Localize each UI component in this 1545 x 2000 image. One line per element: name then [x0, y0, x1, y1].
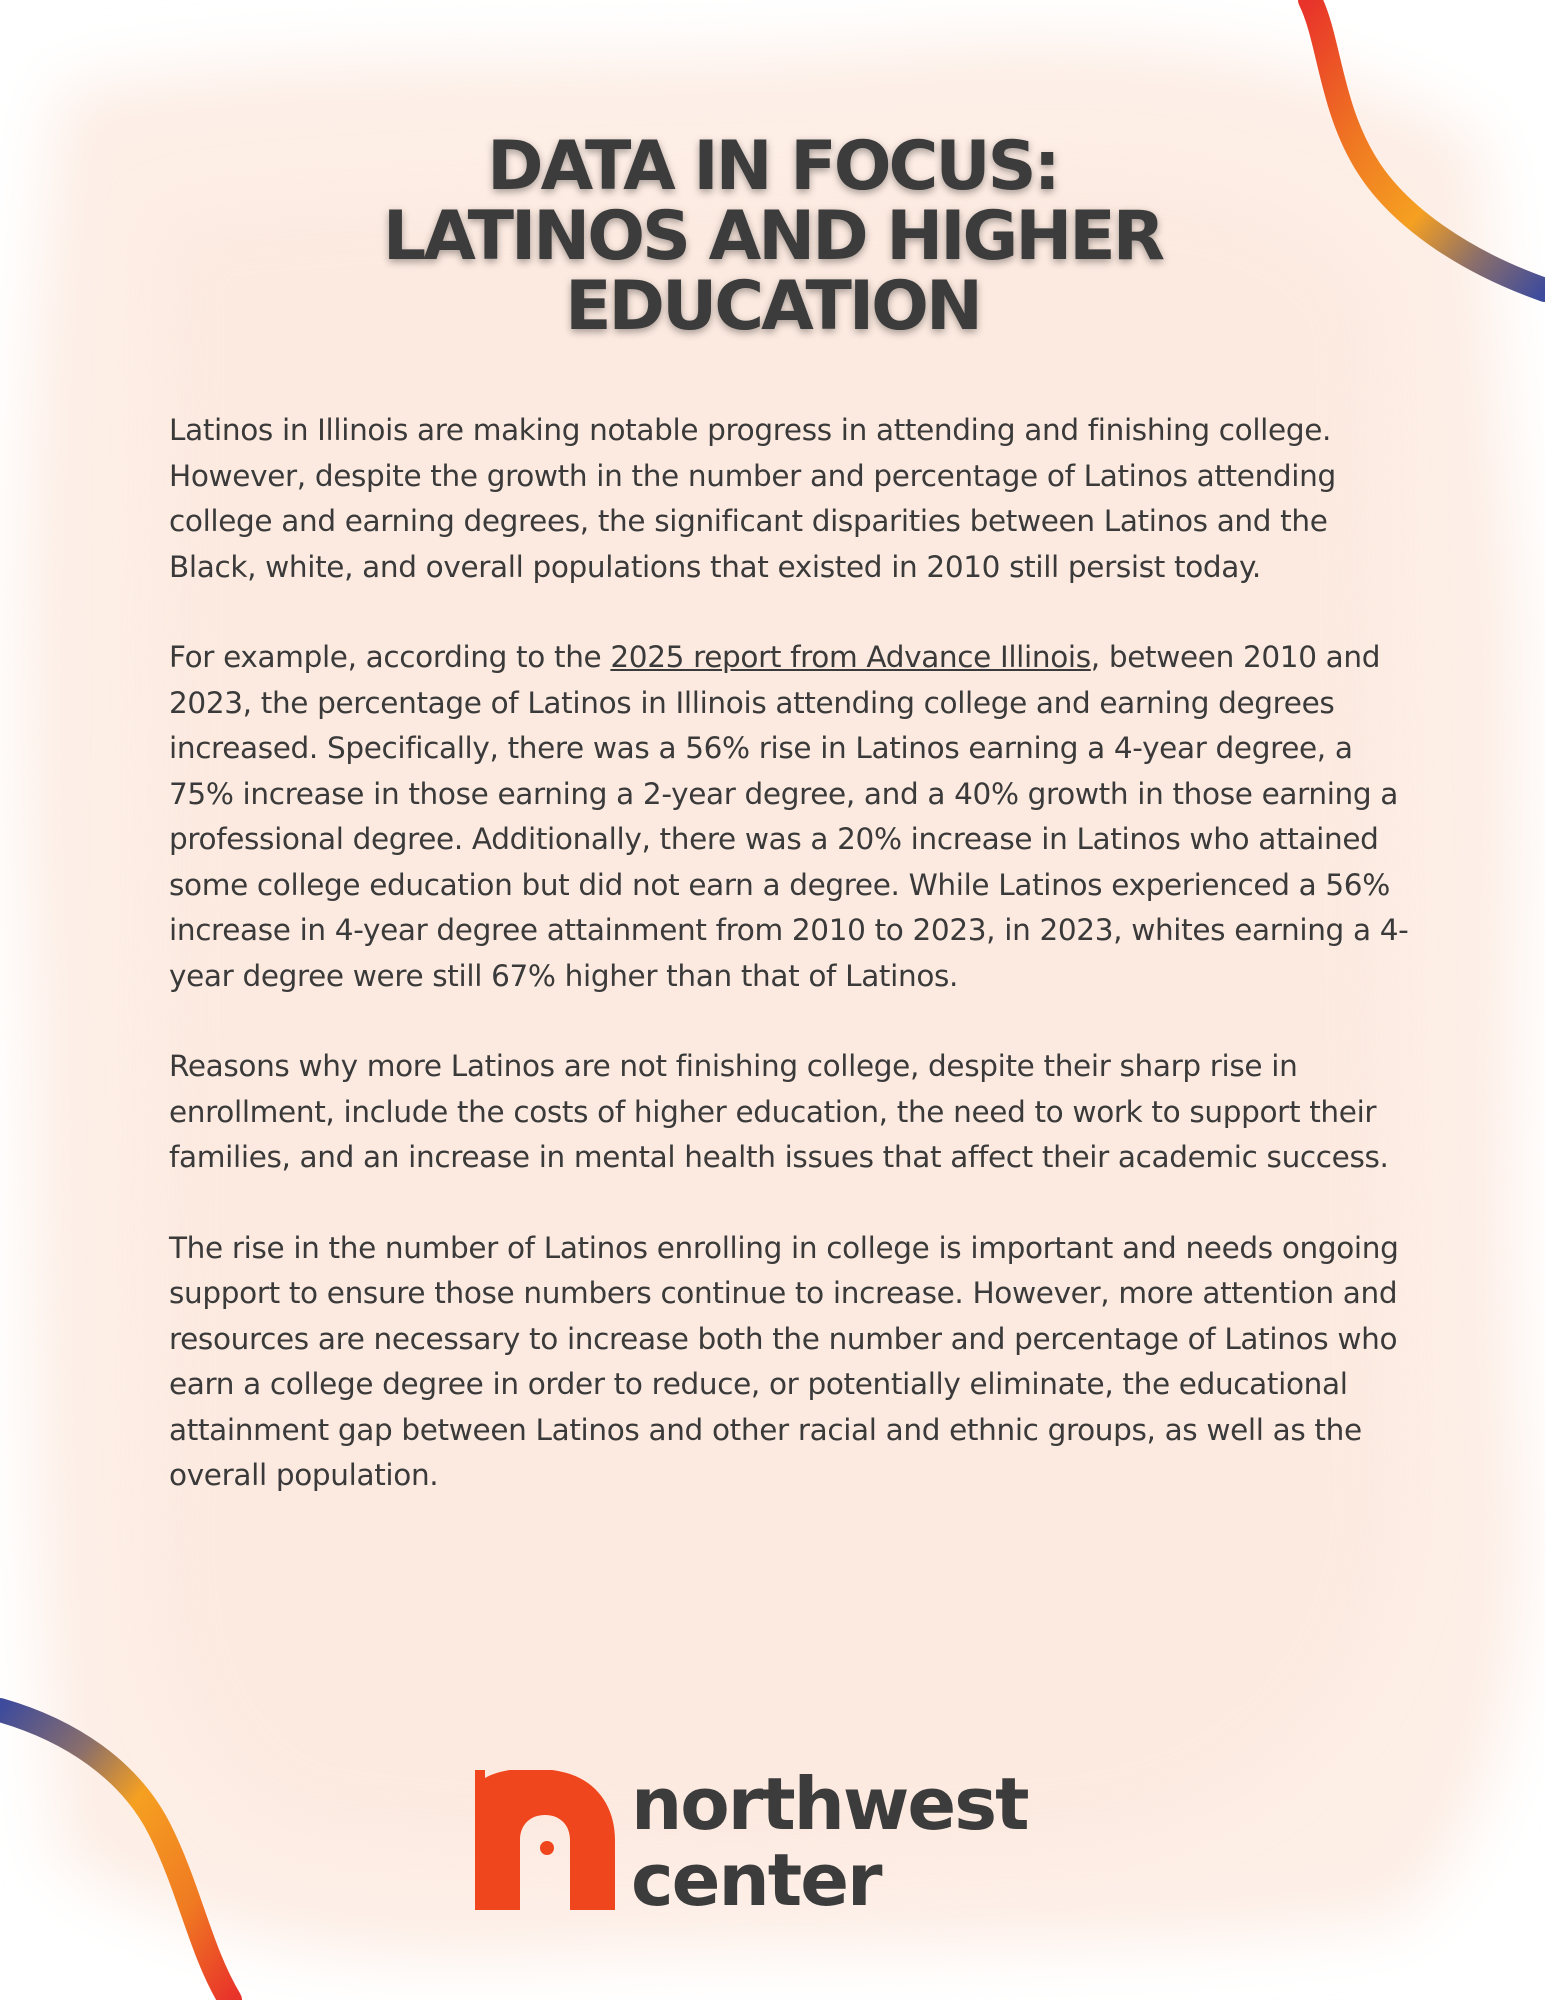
title-line-3: EDUCATION [565, 267, 980, 346]
bottom-left-ribbon [0, 1690, 260, 2000]
paragraph-4: The rise in the number of Latinos enrolling in college is important and needs ongoing support to ensure those numbers continue to increase. However, more attention and resources are necessary to increase both the number and percentage of Latinos who earn a college degree in order to reduce, or potentially eliminate, the educational attainment gap between Latinos and other racial and ethnic groups, as well as the overall population. [169, 1230, 1399, 1492]
northwest-center-n-mark-icon [475, 1770, 615, 1910]
northwest-center-logo [475, 1762, 1075, 1922]
paragraph-3: Reasons why more Latinos are not finishing college, despite their sharp rise in enrollment, include the costs of higher education, the need to work to support their families, and an increase in mental health issues that affect their academic success. [169, 1049, 1389, 1174]
title-line-1: DATA IN FOCUS: [487, 127, 1058, 206]
paragraph-1: Latinos in Illinois are making notable progress in attending and finishing college. However, despite the growth in the number and percentage of Latinos attending college and earning degrees, the significant disparities between Latinos and the Black, white, and overall populations that existed in 2010 still persist today. [169, 413, 1336, 584]
paragraph-2-intro: For example, according to the [169, 640, 611, 674]
article-body [169, 408, 1419, 1544]
advance-illinois-report-link[interactable]: 2025 report from Advance Illinois [610, 640, 1091, 674]
title-line-2: LATINOS AND HIGHER [382, 197, 1163, 276]
logo-wordmark [631, 1762, 1028, 1922]
page-title [0, 127, 1545, 346]
logo-line-1: northwest [631, 1762, 1028, 1846]
logo-line-2: center [631, 1838, 881, 1922]
paragraph-2 [169, 635, 1419, 999]
paragraph-2-rest: , between 2010 and 2023, the percentage of Latinos in Illinois attending college and earning degrees increased. Specifically, there was a 56% rise in Latinos earning a 4-year degree, a 75% increase in those earning a 2-year degree, and a 40% growth in those earning a professional degree. Additionally, there was a 20% increase in Latinos who attained some college education but did not earn a degree. While Latinos experienced a 56% increase in 4-year degree attainment from 2010 to 2023, in 2023, whites earning a 4-year degree were still 67% higher than that of Latinos. [169, 640, 1409, 993]
